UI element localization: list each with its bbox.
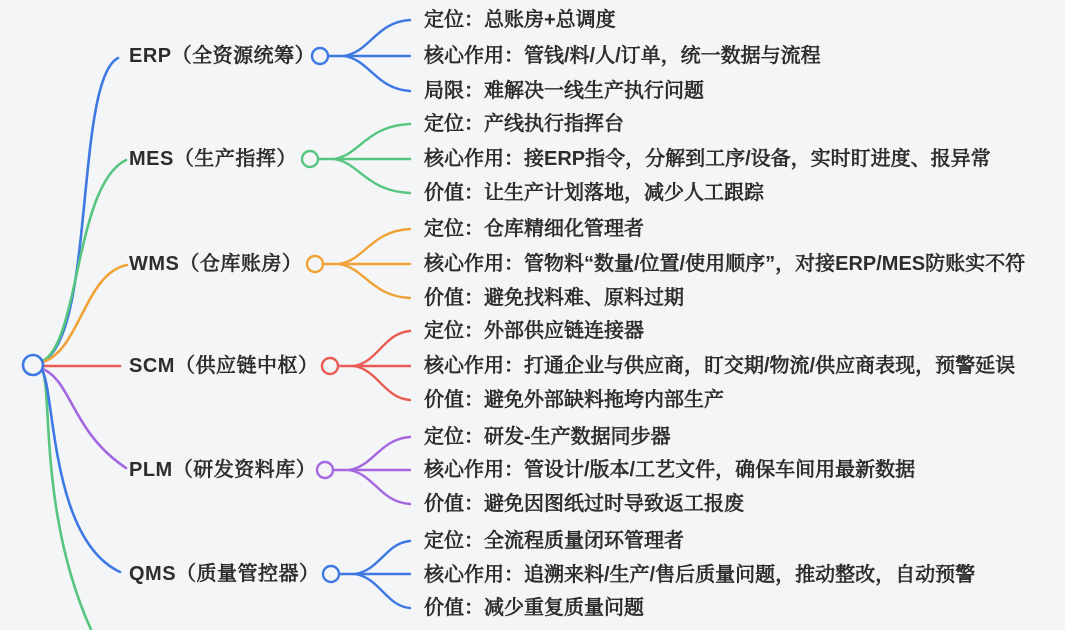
- subtopic-qms-positioning[interactable]: 定位：全流程质量闭环管理者: [424, 530, 684, 552]
- subtopic-erp-limitation[interactable]: 局限：难解决一线生产执行问题: [424, 80, 704, 102]
- subtopic-erp-core-function[interactable]: 核心作用：管钱/料/人/订单，统一数据与流程: [424, 45, 821, 67]
- branch-wms-subline-top: [339, 229, 410, 264]
- subtopic-wms-core-function[interactable]: 核心作用：管物料“数量/位置/使用顺序”，对接ERP/MES防账实不符: [424, 253, 1026, 275]
- branch-erp-subline-bottom: [344, 56, 410, 91]
- branch-scm-node-handle[interactable]: [322, 358, 338, 374]
- branch-plm-curve: [43, 369, 126, 468]
- branch-scm-subline-top: [354, 331, 410, 366]
- subtopic-plm-positioning[interactable]: 定位：研发-生产数据同步器: [424, 426, 671, 448]
- branch-wms-subline-bottom: [339, 264, 410, 298]
- topic-label-wms[interactable]: WMS（仓库账房）: [129, 253, 303, 275]
- subtopic-mes-positioning[interactable]: 定位：产线执行指挥台: [424, 113, 624, 135]
- subtopic-plm-value[interactable]: 价值：避免因图纸过时导致返工报废: [424, 493, 744, 515]
- subtopic-scm-core-function[interactable]: 核心作用：打通企业与供应商，盯交期/物流/供应商表现，预警延误: [424, 355, 1016, 377]
- branch-qms-node-handle[interactable]: [323, 566, 339, 582]
- subtopic-plm-core-function[interactable]: 核心作用：管设计/版本/工艺文件，确保车间用最新数据: [424, 459, 916, 481]
- subtopic-qms-core-function[interactable]: 核心作用：追溯来料/生产/售后质量问题，推动整改，自动预警: [424, 564, 976, 586]
- subtopic-qms-value[interactable]: 价值：减少重复质量问题: [424, 597, 644, 619]
- subtopic-wms-positioning[interactable]: 定位：仓库精细化管理者: [424, 218, 644, 240]
- subtopic-erp-positioning[interactable]: 定位：总账房+总调度: [424, 9, 616, 31]
- subtopic-mes-core-function[interactable]: 核心作用：接ERP指令，分解到工序/设备，实时盯进度、报异常: [424, 148, 991, 170]
- topic-label-qms[interactable]: QMS（质量管控器）: [129, 563, 320, 585]
- branch-mes-subline-bottom: [334, 159, 410, 193]
- branch-qms-subline-bottom: [355, 574, 410, 608]
- root-node[interactable]: [23, 355, 43, 375]
- branch-qms-curve: [43, 372, 120, 572]
- subtopic-mes-value[interactable]: 价值：让生产计划落地，减少人工跟踪: [424, 182, 764, 204]
- branch-plm-subline-top: [349, 437, 410, 470]
- branch-scm-subline-bottom: [354, 366, 410, 400]
- branch-erp-subline-top: [344, 20, 410, 56]
- branch-erp: [43, 20, 410, 361]
- topic-label-plm[interactable]: PLM（研发资料库）: [129, 459, 317, 481]
- branch-plm-node-handle[interactable]: [317, 462, 333, 478]
- topic-label-scm[interactable]: SCM（供应链中枢）: [129, 355, 319, 377]
- subtopic-wms-value[interactable]: 价值：避免找料难、原料过期: [424, 287, 684, 309]
- branch-mes-node-handle[interactable]: [302, 151, 318, 167]
- subtopic-scm-value[interactable]: 价值：避免外部缺料拖垮内部生产: [424, 389, 724, 411]
- branch-plm-subline-bottom: [349, 470, 410, 504]
- topic-label-erp[interactable]: ERP（全资源统筹）: [129, 45, 316, 67]
- branch-mes-subline-top: [334, 124, 410, 159]
- branch-wms-node-handle[interactable]: [307, 256, 323, 272]
- branch-qms-subline-top: [355, 541, 410, 574]
- subtopic-scm-positioning[interactable]: 定位：外部供应链连接器: [424, 320, 644, 342]
- topic-label-mes[interactable]: MES（生产指挥）: [129, 148, 297, 170]
